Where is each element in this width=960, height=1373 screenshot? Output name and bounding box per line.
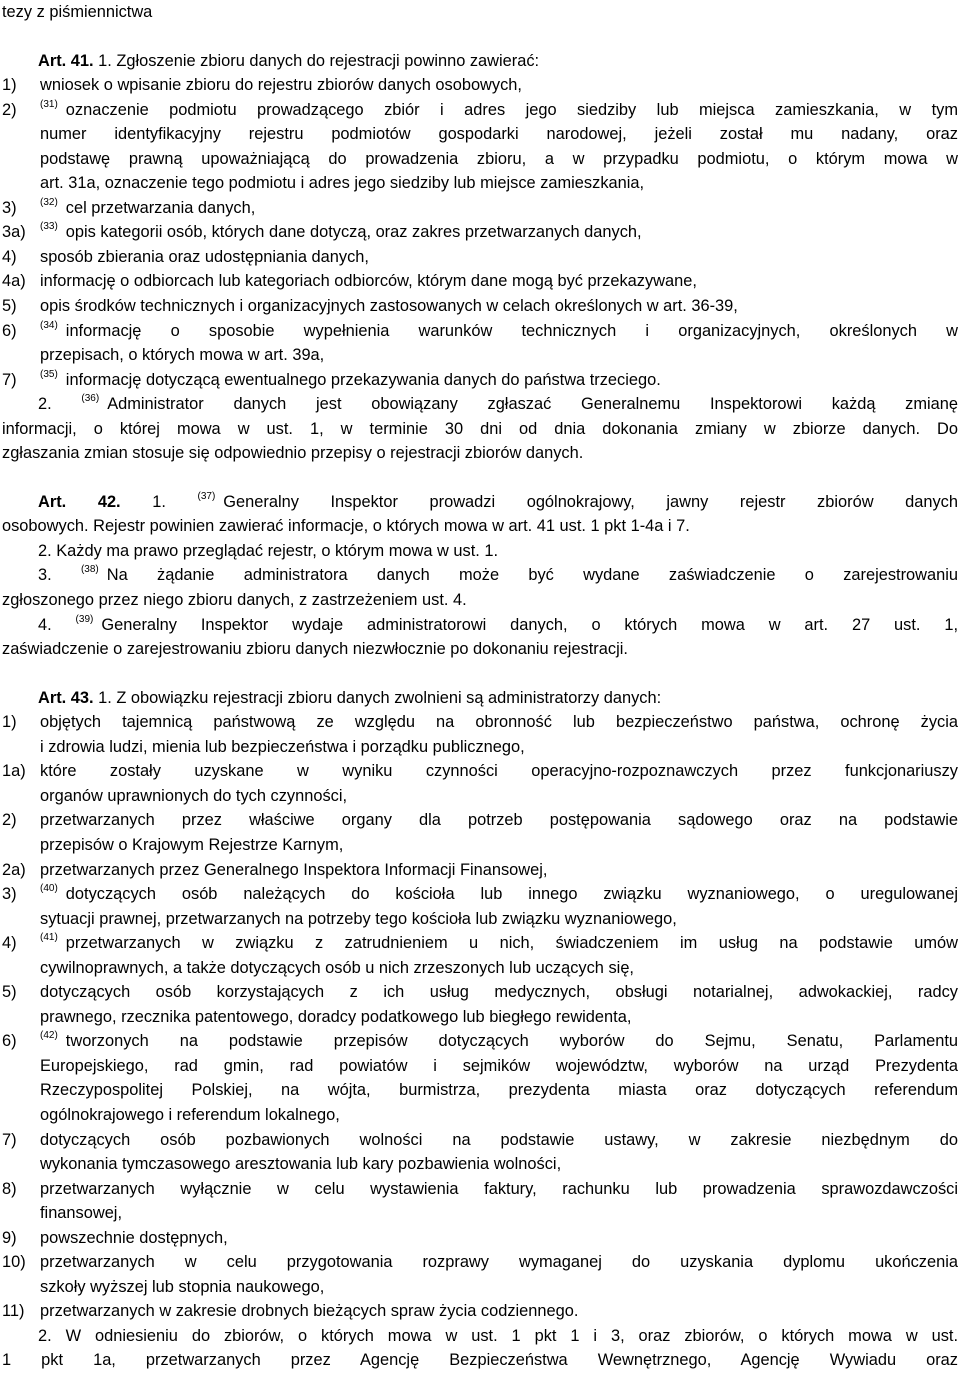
text-line bbox=[2, 907, 958, 932]
footnote-marker: (37) bbox=[197, 490, 216, 502]
line-text bbox=[40, 1029, 958, 1057]
line-text bbox=[40, 1128, 958, 1153]
text-line bbox=[2, 319, 958, 344]
list-number: 2) bbox=[2, 811, 17, 830]
line-text bbox=[40, 907, 958, 932]
line-body: sytuacji prawnej, przetwarzanych na potrzeby tego kościoła lub związku wyznaniowego, bbox=[40, 909, 677, 928]
text-line bbox=[2, 1226, 958, 1251]
line-text bbox=[40, 319, 958, 347]
line-body: Generalny Inspektor prowadzi ogólnokrajowy, jawny rejestr zbiorów danych bbox=[223, 492, 958, 511]
line-body: przetwarzanych wyłącznie w celu wystawienia faktury, rachunku lub prowadzenia sprawozdawczości bbox=[40, 1179, 958, 1198]
line-body: ogólnokrajowego i referendum lokalnego, bbox=[40, 1105, 340, 1124]
line-text bbox=[2, 637, 958, 662]
text-line bbox=[2, 1177, 958, 1202]
list-number: 11) bbox=[2, 1302, 25, 1321]
line-text bbox=[40, 196, 958, 224]
line-text bbox=[40, 735, 958, 760]
list-number: 5) bbox=[2, 983, 17, 1002]
text-line bbox=[2, 956, 958, 981]
list-number: 10) bbox=[2, 1253, 26, 1272]
text-line bbox=[2, 539, 958, 564]
line-text bbox=[40, 759, 958, 784]
paragraph-number: 3. bbox=[38, 566, 52, 585]
text-line bbox=[2, 686, 958, 711]
line-body: opis środków technicznych i organizacyjnych zastosowanych w celach określonych w art. 36-39, bbox=[40, 297, 738, 316]
line-text bbox=[40, 956, 958, 981]
line-text bbox=[40, 98, 958, 126]
line-text bbox=[40, 220, 958, 248]
text-line bbox=[2, 931, 958, 956]
article-heading: Art. 43. bbox=[38, 688, 94, 707]
line-body: Europejskiego, rad gmin, rad powiatów i sejmików województw, wyborów na urząd Prezydenta bbox=[40, 1056, 958, 1075]
line-text bbox=[40, 294, 958, 319]
text-line bbox=[2, 637, 958, 662]
line-body: numer identyfikacyjny rejestru podmiotów gospodarki narodowej, jeżeli został mu nadany, oraz bbox=[40, 125, 958, 144]
line-body: przepisach, o których mowa w art. 39a, bbox=[40, 346, 325, 365]
text-line bbox=[2, 196, 958, 221]
line-body: organów uprawnionych do tych czynności, bbox=[40, 786, 348, 805]
text-line bbox=[2, 563, 958, 588]
text-line bbox=[2, 220, 958, 245]
line-text bbox=[40, 368, 958, 396]
line-text bbox=[40, 710, 958, 735]
footnote-marker: (34) bbox=[40, 319, 58, 331]
line-text bbox=[40, 1103, 958, 1128]
line-text bbox=[40, 784, 958, 809]
text-line bbox=[2, 1201, 958, 1226]
line-body: objętych tajemnicą państwową ze względu na obronność lub bezpieczeństwo państwa, ochronę życia bbox=[40, 713, 958, 732]
text-line bbox=[2, 858, 958, 883]
line-body: zaświadczenie o zarejestrowaniu zbioru danych niezwłocznie po dokonaniu rejestracji. bbox=[2, 640, 628, 659]
line-body: zgłoszonego przez niego zbioru danych, z zastrzeżeniem ust. 4. bbox=[2, 591, 467, 610]
text-line bbox=[2, 417, 958, 442]
text-line bbox=[2, 1275, 958, 1300]
line-body: cel przetwarzania danych, bbox=[65, 198, 256, 217]
text-line bbox=[2, 808, 958, 833]
footnote-marker: (42) bbox=[40, 1030, 58, 1042]
line-text bbox=[40, 269, 958, 294]
text-line bbox=[2, 759, 958, 784]
line-body: 1 pkt 1a, przetwarzanych przez Agencję Bezpieczeństwa Wewnętrznego, Agencję Wywiadu oraz bbox=[2, 1351, 958, 1370]
line-body: tworzonych na podstawie przepisów dotyczących wyborów do Sejmu, Senatu, Parlamentu bbox=[65, 1032, 958, 1051]
line-text bbox=[2, 441, 958, 466]
text-line bbox=[2, 710, 958, 735]
line-text bbox=[40, 1005, 958, 1030]
list-number: 6) bbox=[2, 1032, 17, 1051]
list-number: 2a) bbox=[2, 860, 26, 879]
line-text bbox=[40, 1226, 958, 1251]
list-number: 4a) bbox=[2, 272, 26, 291]
line-body: dotyczących osób należących do kościoła lub innego związku wyznaniowego, o uregulowanej bbox=[65, 885, 958, 904]
text-line bbox=[2, 1299, 958, 1324]
line-text bbox=[2, 514, 958, 539]
line-text bbox=[40, 171, 958, 196]
line-body: szkoły wyższej lub stopnia naukowego, bbox=[40, 1277, 325, 1296]
line-body: przetwarzanych przez właściwe organy dla potrzeb postępowania sądowego oraz na podstawie bbox=[40, 811, 958, 830]
line-body: przetwarzanych w zakresie drobnych bieżących spraw życia codziennego. bbox=[40, 1302, 579, 1321]
line-body: wykonania tymczasowego aresztowania lub kary pozbawienia wolności, bbox=[40, 1155, 562, 1174]
text-line bbox=[2, 122, 958, 147]
line-text bbox=[38, 490, 958, 518]
line-body: przepisów o Krajowym Rejestrze Karnym, bbox=[40, 835, 344, 854]
line-body: i zdrowia ludzi, mienia lub bezpieczeństwa i porządku publicznego, bbox=[40, 737, 525, 756]
line-body: prawnego, rzecznika patentowego, doradcy podatkowego lub biegłego rewidenta, bbox=[40, 1007, 632, 1026]
line-body: dotyczących osób pozbawionych wolności na podstawie ustawy, w zakresie niezbędnym do bbox=[40, 1130, 958, 1149]
line-text bbox=[40, 1299, 958, 1324]
text-line bbox=[2, 1054, 958, 1079]
line-text bbox=[40, 1201, 958, 1226]
line-body: Generalny Inspektor wydaje administratorowi danych, o których mowa w art. 27 ust. 1, bbox=[101, 615, 958, 634]
text-line bbox=[2, 73, 958, 98]
line-text bbox=[40, 122, 958, 147]
list-number: 4) bbox=[2, 247, 17, 266]
text-line bbox=[2, 441, 958, 466]
line-body: oznaczenie podmiotu prowadzącego zbiór i adres jego siedziby lub miejsca zamieszkania, w tym bbox=[65, 100, 958, 119]
line-text bbox=[40, 931, 958, 959]
text-line bbox=[2, 392, 958, 417]
line-text bbox=[38, 392, 958, 420]
list-number: 6) bbox=[2, 321, 17, 340]
paragraph-number: 1. bbox=[120, 492, 166, 511]
line-text bbox=[40, 1275, 958, 1300]
line-text bbox=[38, 613, 958, 641]
text-line bbox=[2, 1128, 958, 1153]
list-number: 4) bbox=[2, 934, 17, 953]
footnote-marker: (39) bbox=[75, 613, 94, 625]
list-number: 1) bbox=[2, 76, 17, 95]
text-line bbox=[2, 368, 958, 393]
text-line bbox=[2, 1250, 958, 1275]
text-line bbox=[2, 784, 958, 809]
line-body: powszechnie dostępnych, bbox=[40, 1228, 228, 1247]
text-line bbox=[2, 0, 958, 25]
line-text bbox=[40, 858, 958, 883]
line-text bbox=[38, 49, 958, 74]
line-body: opis kategorii osób, których dane dotyczą, oraz zakres przetwarzanych danych, bbox=[65, 223, 642, 242]
line-text bbox=[38, 563, 958, 591]
line-text bbox=[2, 1348, 958, 1373]
line-text bbox=[40, 1250, 958, 1275]
line-body: przetwarzanych w związku z zatrudnieniem u nich, świadczeniem im usług na podstawie umów bbox=[65, 934, 958, 953]
text-line bbox=[2, 294, 958, 319]
text-line bbox=[2, 514, 958, 539]
text-line bbox=[2, 1103, 958, 1128]
line-body: informację o odbiorcach lub kategoriach odbiorców, którym dane mogą być przekazywane, bbox=[40, 272, 697, 291]
paragraph-number: 2. bbox=[38, 395, 52, 414]
text-line bbox=[2, 1029, 958, 1054]
line-body: 1. Zgłoszenie zbioru danych do rejestracji powinno zawierać: bbox=[93, 51, 540, 70]
line-text bbox=[40, 147, 958, 172]
text-line bbox=[2, 1324, 958, 1349]
line-body: informację o sposobie wypełnienia warunków technicznych i organizacyjnych, określonych w bbox=[65, 321, 958, 340]
footnote-marker: (33) bbox=[40, 221, 58, 233]
footnote-marker: (31) bbox=[40, 98, 58, 110]
footnote-marker: (35) bbox=[40, 368, 58, 380]
list-number: 2) bbox=[2, 100, 17, 119]
line-body: cywilnoprawnych, a także dotyczących osób u nich zrzeszonych lub uczących się, bbox=[40, 958, 634, 977]
line-text bbox=[40, 1152, 958, 1177]
line-text bbox=[2, 588, 958, 613]
text-line bbox=[2, 98, 958, 123]
text-line bbox=[2, 269, 958, 294]
list-number: 8) bbox=[2, 1179, 17, 1198]
line-body: Rzeczypospolitej Polskiej, na wójta, burmistrza, prezydenta miasta oraz dotyczących referendum bbox=[40, 1081, 958, 1100]
line-text bbox=[38, 1324, 958, 1349]
text-line bbox=[2, 490, 958, 515]
document-page bbox=[2, 0, 958, 1373]
line-body: finansowej, bbox=[40, 1204, 123, 1223]
line-text bbox=[40, 808, 958, 833]
line-body: przetwarzanych przez Generalnego Inspektora Informacji Finansowej, bbox=[40, 860, 548, 879]
line-text bbox=[40, 980, 958, 1005]
line-body: Administrator danych jest obowiązany zgłaszać Generalnemu Inspektorowi każdą zmianę bbox=[107, 395, 958, 414]
list-number: 9) bbox=[2, 1228, 17, 1247]
line-text bbox=[2, 417, 958, 442]
line-body: wniosek o wpisanie zbioru do rejestru zbiorów danych osobowych, bbox=[40, 76, 522, 95]
text-line bbox=[2, 1078, 958, 1103]
line-body: informację dotyczącą ewentualnego przekazywania danych do państwa trzeciego. bbox=[65, 370, 661, 389]
paragraph-number: 4. bbox=[38, 615, 52, 634]
footnote-marker: (41) bbox=[40, 932, 58, 944]
text-line bbox=[2, 1348, 958, 1373]
line-body: zgłaszania zmian stosuje się odpowiednio przepisy o rejestracji zbiorów danych. bbox=[2, 444, 584, 463]
article-heading: Art. 42. bbox=[38, 492, 121, 511]
text-line bbox=[2, 613, 958, 638]
line-body: 1. Z obowiązku rejestracji zbioru danych zwolnieni są administratorzy danych: bbox=[93, 688, 662, 707]
line-text bbox=[40, 73, 958, 98]
article-heading: Art. 41. bbox=[38, 51, 94, 70]
text-line bbox=[2, 147, 958, 172]
line-body: tezy z piśmiennictwa bbox=[2, 3, 153, 21]
line-body: osobowych. Rejestr powinien zawierać informacje, o których mowa w art. 41 ust. 1 pkt 1-4a i 7. bbox=[2, 517, 690, 536]
list-number: 3a) bbox=[2, 223, 26, 242]
line-body: które zostały uzyskane w wyniku czynności operacyjno-rozpoznawczych przez funkcjonariuszy bbox=[40, 762, 958, 781]
list-number: 5) bbox=[2, 297, 17, 316]
list-number: 1a) bbox=[2, 762, 26, 781]
line-body: informacji, o której mowa w ust. 1, w terminie 30 dni od dnia dokonania zmiany w zbiorze danych. Do bbox=[2, 419, 958, 438]
list-number: 7) bbox=[2, 1130, 17, 1149]
footnote-marker: (32) bbox=[40, 196, 58, 208]
line-text bbox=[40, 1078, 958, 1103]
line-body: podstawę prawną upoważniającą do prowadzenia zbioru, a w przypadku podmiotu, o którym mowa w bbox=[40, 149, 958, 168]
list-number: 1) bbox=[2, 713, 17, 732]
list-number: 3) bbox=[2, 885, 17, 904]
line-body: 2. Każdy ma prawo przeglądać rejestr, o którym mowa w ust. 1. bbox=[38, 541, 499, 560]
line-body: Na żądanie administratora danych może być wydane zaświadczenie o zarejestrowaniu bbox=[106, 566, 958, 585]
line-text bbox=[40, 833, 958, 858]
line-text bbox=[40, 343, 958, 368]
text-line bbox=[2, 833, 958, 858]
text-line bbox=[2, 1152, 958, 1177]
line-text bbox=[40, 1054, 958, 1079]
text-line bbox=[2, 882, 958, 907]
footnote-marker: (36) bbox=[81, 393, 100, 405]
line-text bbox=[38, 539, 958, 564]
footnote-marker: (40) bbox=[40, 883, 58, 895]
text-line bbox=[2, 171, 958, 196]
list-number: 3) bbox=[2, 198, 17, 217]
line-body: przetwarzanych w celu przygotowania rozprawy wymaganej do uzyskania dyplomu ukończenia bbox=[40, 1253, 958, 1272]
line-text bbox=[40, 1177, 958, 1202]
line-body: dotyczących osób korzystających z ich usług medycznych, obsługi notarialnej, adwokackiej, radcy bbox=[40, 983, 958, 1002]
line-text bbox=[38, 686, 958, 711]
line-body: 2. W odniesieniu do zbiorów, o których mowa w ust. 1 pkt 1 i 3, oraz zbiorów, o których mowa w ust. bbox=[38, 1326, 958, 1345]
footnote-marker: (38) bbox=[80, 564, 99, 576]
text-line bbox=[2, 980, 958, 1005]
line-body: art. 31a, oznaczenie tego podmiotu i adres jego siedziby lub miejsce zamieszkania, bbox=[40, 174, 645, 193]
line-text bbox=[40, 882, 958, 910]
text-line bbox=[2, 49, 958, 74]
line-text bbox=[40, 245, 958, 270]
text-line bbox=[2, 1005, 958, 1030]
line-body: sposób zbierania oraz udostępniania danych, bbox=[40, 247, 369, 266]
text-line bbox=[2, 588, 958, 613]
text-line bbox=[2, 245, 958, 270]
list-number: 7) bbox=[2, 370, 17, 389]
text-line bbox=[2, 343, 958, 368]
text-line bbox=[2, 735, 958, 760]
line-text bbox=[2, 0, 958, 25]
